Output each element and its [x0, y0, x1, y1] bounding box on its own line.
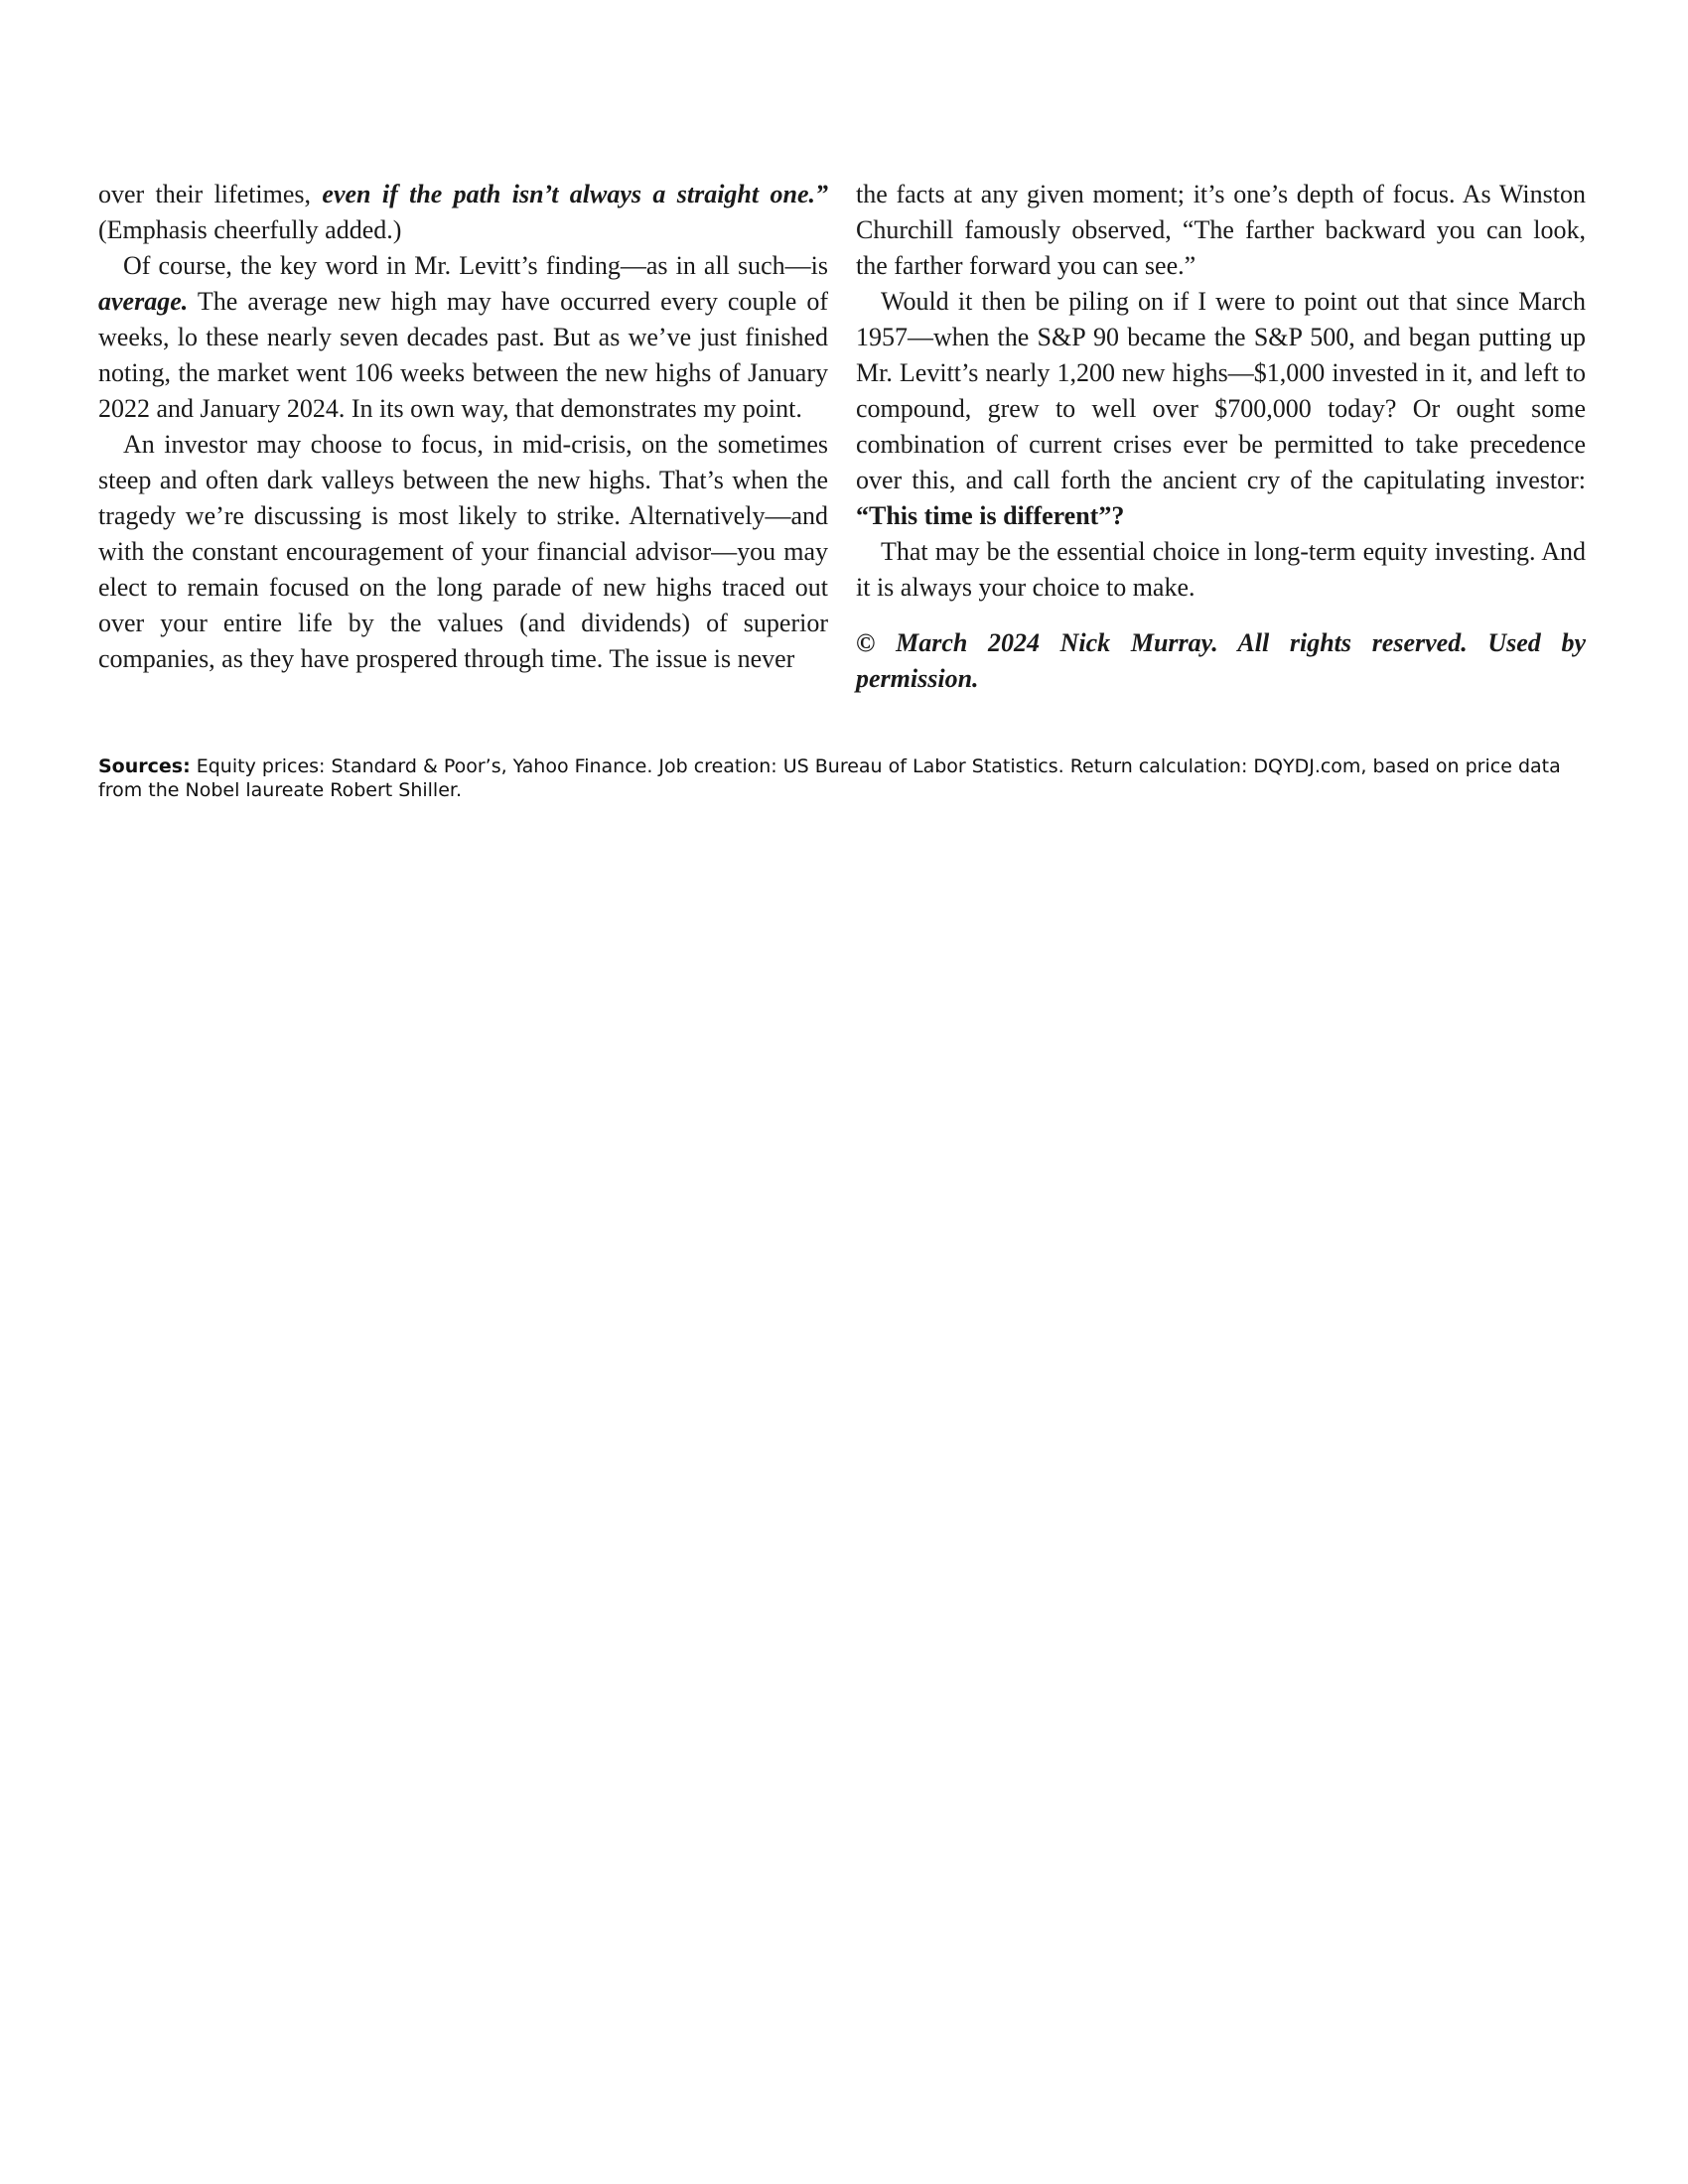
paragraph-investor-focus: An investor may choose to focus, in mid-crisis, on the sometimes steep and often dark valleys between the new highs. That’s when the tragedy we’re discussing is most likely to strike. Alternatively—and with the constant encouragement of your financial advisor—you may elect to remain focused on the long parade of new highs traced out over your entire life by the values (and dividends) of superior companies, as they have prospered through time. The issue is never — [98, 430, 828, 673]
sources-footnote — [98, 754, 1588, 802]
emphasized-word: average. — [98, 287, 189, 316]
emphasized-quote: even if the path isn’t always a straight one.” — [322, 180, 828, 208]
sources-label: Sources: — [98, 755, 191, 777]
paragraph-text: Would it then be piling on if I were to point out that since March 1957—when the S&P 90 became the S&P 500, and began putting up Mr. Levitt’s nearly 1,200 new highs—$1,000 invested in it, and left to compound, grew to well over $700,000 today? Or ought some combination of current crises ever be permitted to take precedence over this, and call forth the ancient cry of the capitulating investor: — [856, 287, 1586, 494]
paragraph-choice: That may be the essential choice in long-term equity investing. And it is always your choice to make. — [856, 537, 1586, 602]
left-column — [98, 177, 828, 677]
paragraph-text: The average new high may have occurred every couple of weeks, lo these nearly seven decades past. But as we’ve just finished noting, the market went 106 weeks between the new highs of January 2022 and January 2024. In its own way, that demonstrates my point. — [98, 287, 828, 423]
paragraph-text: (Emphasis cheerfully added.) — [98, 215, 402, 244]
emphasized-quote: “This time is different”? — [856, 501, 1125, 530]
paragraph-churchill: the facts at any given moment; it’s one’s depth of focus. As Winston Churchill famously observed, “The farther backward you can look, the farther forward you can see.” — [856, 180, 1586, 280]
sources-text: Equity prices: Standard & Poor’s, Yahoo Finance. Job creation: US Bureau of Labor Statistics. Return calculation: DQYDJ.com, based on price data from the Nobel laureate Robert Shiller. — [98, 755, 1561, 801]
right-column — [856, 177, 1586, 697]
paragraph-compound — [856, 284, 1586, 534]
paragraph-text: Of course, the key word in Mr. Levitt’s finding—as in all such—is — [123, 251, 828, 280]
paragraph-continuation — [98, 177, 828, 248]
paragraph-text: over their lifetimes, — [98, 180, 323, 208]
paragraph-average — [98, 248, 828, 427]
copyright-notice: © March 2024 Nick Murray. All rights reserved. Used by permission. — [856, 628, 1586, 693]
